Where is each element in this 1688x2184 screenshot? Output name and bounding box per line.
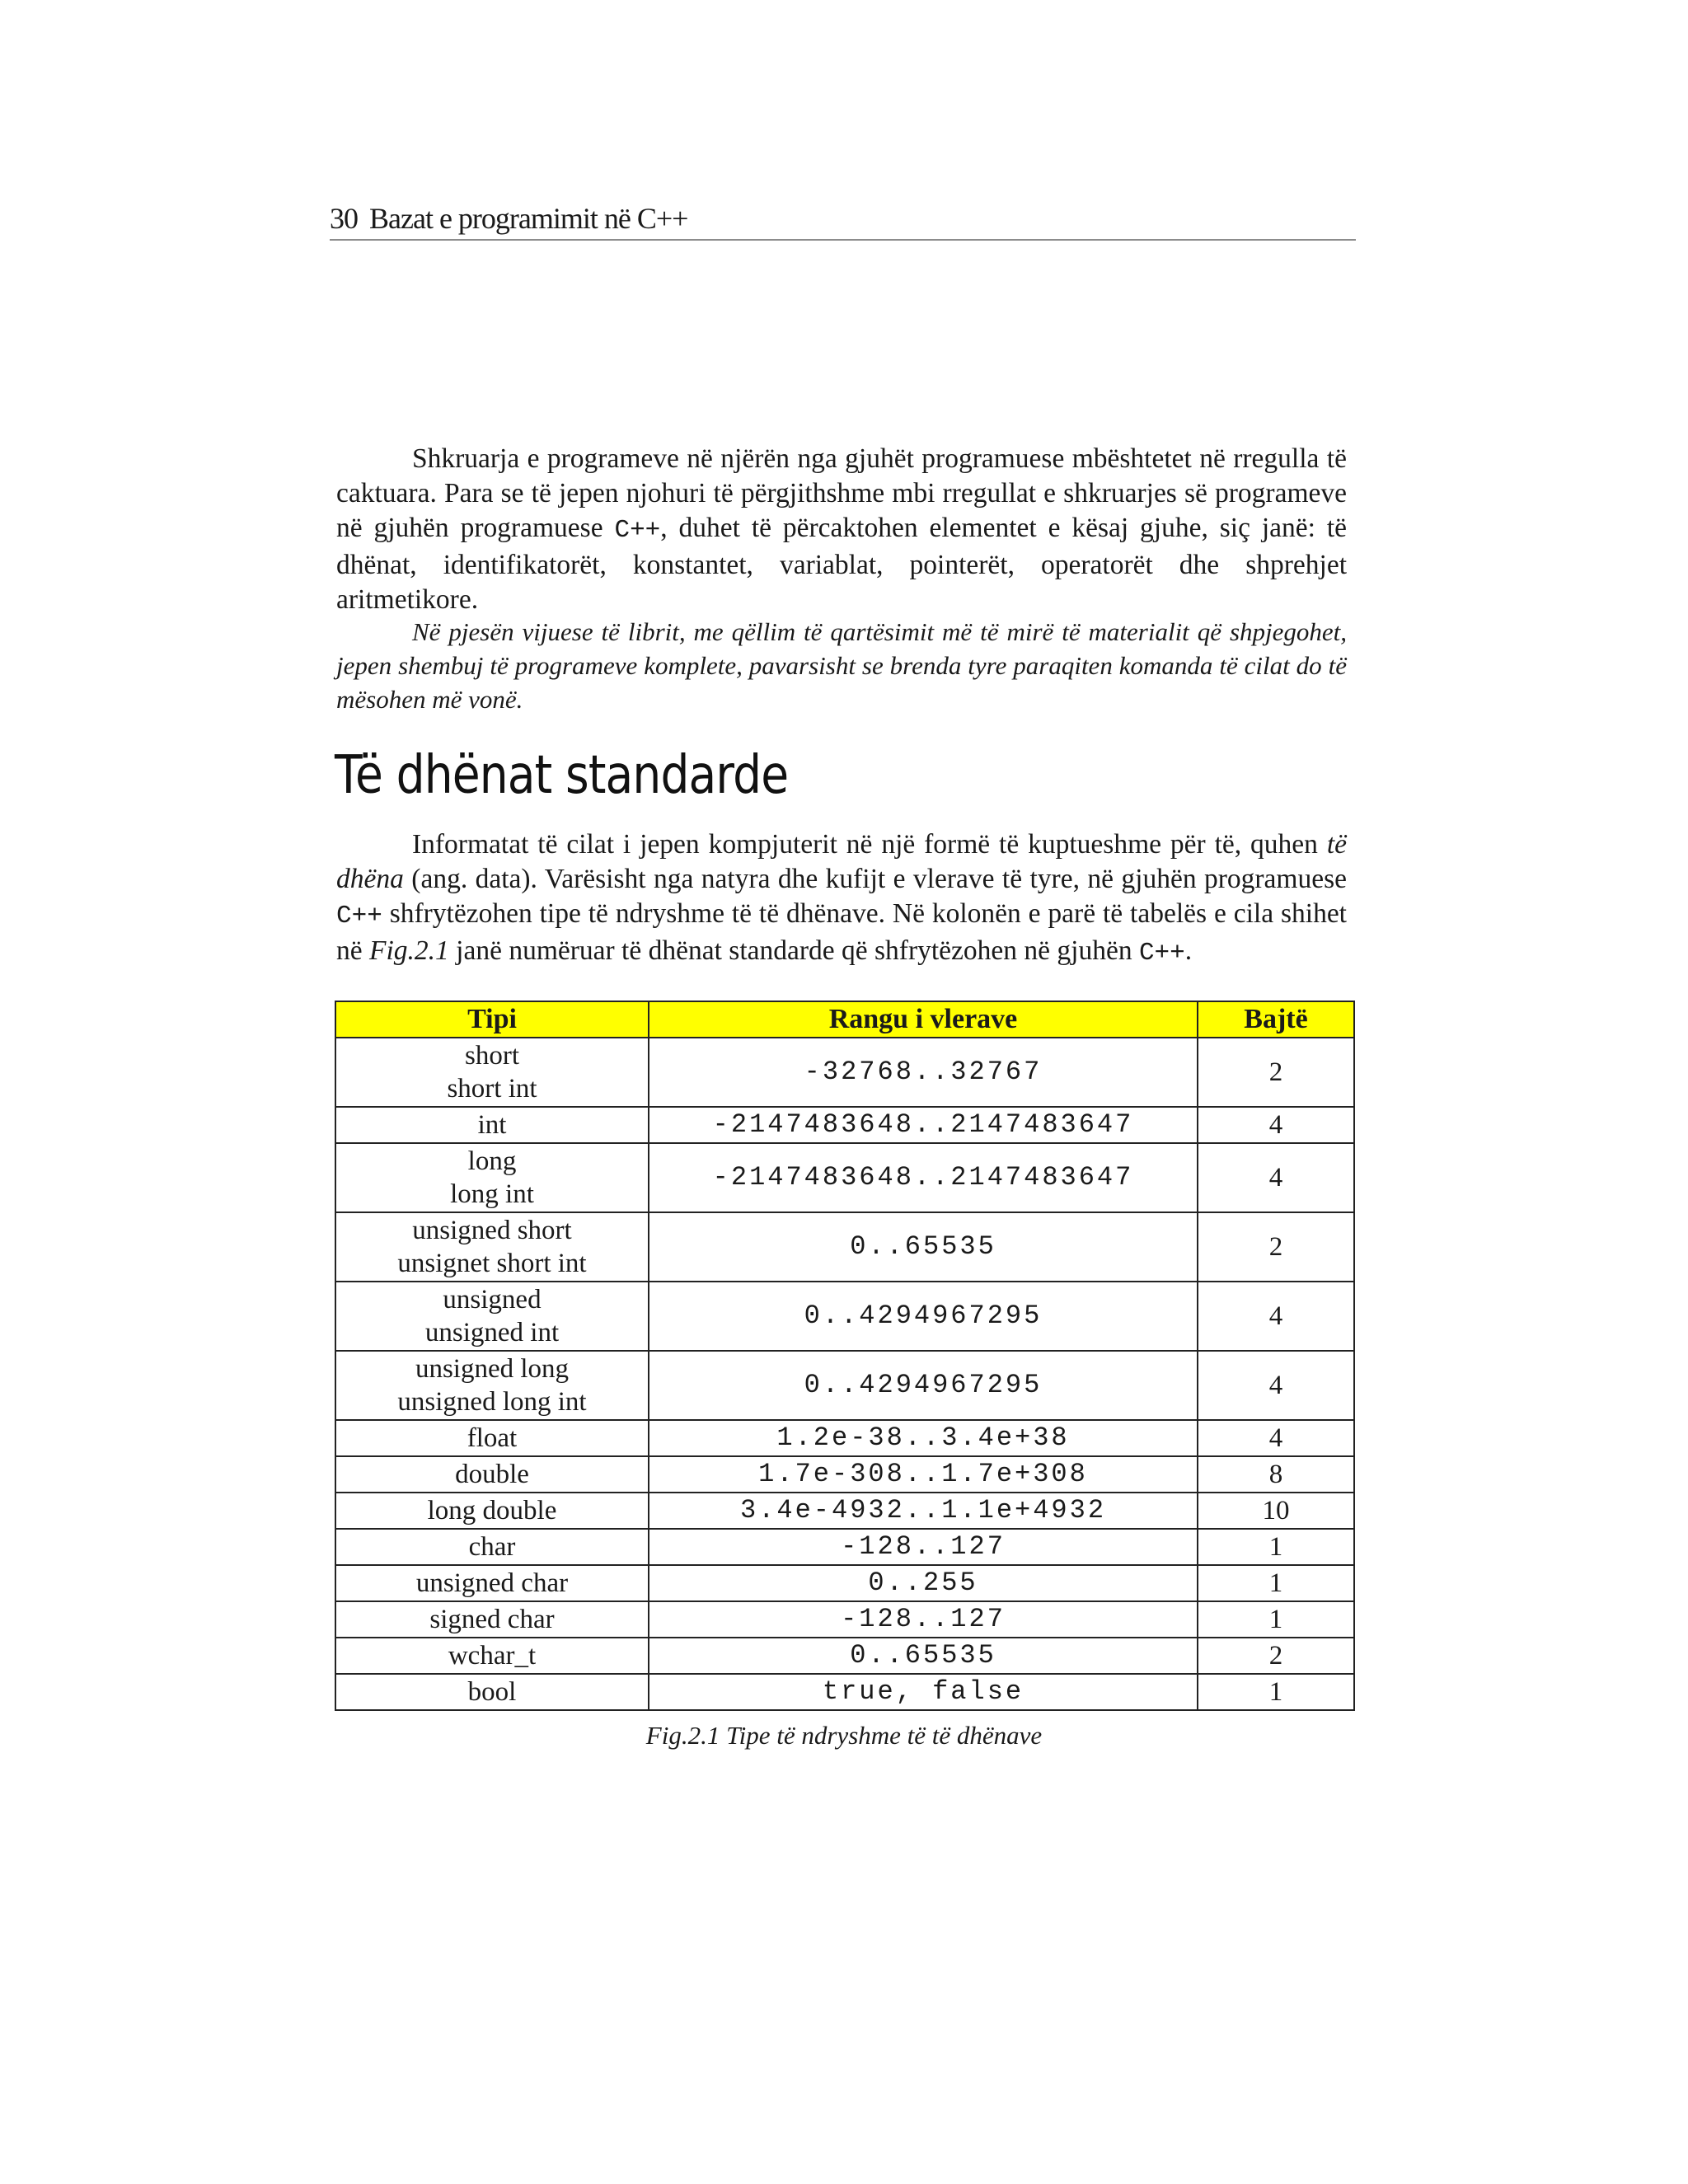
type-cell	[335, 1565, 649, 1601]
range-cell: -2147483648..2147483647	[649, 1107, 1198, 1143]
intro-text-b: , duhet të përcaktohen elementet e kësaj gjuhe, siç janë: të dhënat, identifikatorët, konstantet, variablat, pointerët, operatorët dhe shprehjet aritmetikore.	[336, 513, 1347, 615]
type-name: unsigned	[443, 1285, 542, 1315]
table-row	[335, 1456, 1354, 1493]
figure-reference: Fig.2.1	[369, 935, 449, 966]
bytes-cell: 1	[1198, 1601, 1354, 1638]
bytes-cell: 2	[1198, 1638, 1354, 1674]
table-row	[335, 1282, 1354, 1351]
bytes-cell: 1	[1198, 1565, 1354, 1601]
section-text-c: shfrytëzohen tipe të ndryshme të të dhënave. Në kolonën e parë të tabelës e cila shihet në	[336, 898, 1347, 966]
section-text-e: .	[1184, 935, 1193, 966]
range-cell: 0..65535	[649, 1212, 1198, 1282]
table-row	[335, 1351, 1354, 1420]
table-row	[335, 1212, 1354, 1282]
range-cell: 0..4294967295	[649, 1351, 1198, 1420]
column-header-type: Tipi	[335, 1001, 649, 1038]
type-cell	[335, 1638, 649, 1674]
bytes-cell: 1	[1198, 1529, 1354, 1565]
table-header-row	[335, 1001, 1354, 1038]
section-text-a: Informatat të cilat i jepen kompjuterit në një formë të kuptueshme për të, quhen	[412, 829, 1327, 860]
range-cell: 0..255	[649, 1565, 1198, 1601]
code-cpp: C++	[336, 902, 382, 930]
range-cell: -32768..32767	[649, 1038, 1198, 1107]
range-cell: -2147483648..2147483647	[649, 1143, 1198, 1212]
table-row	[335, 1493, 1354, 1529]
intro-note-text: Në pjesën vijuese të librit, me qëllim të qartësimit më të mirë të materialit që shpjegohet, jepen shembuj të programeve komplete, pavarsisht se brenda tyre paraqiten komanda të cilat do të mësohen më vonë.	[336, 617, 1347, 714]
type-name: int	[477, 1110, 507, 1140]
type-cell	[335, 1601, 649, 1638]
bytes-cell: 2	[1198, 1038, 1354, 1107]
type-name: bool	[467, 1677, 517, 1707]
type-cell	[335, 1282, 649, 1351]
type-name: short	[465, 1041, 519, 1071]
type-cell	[335, 1456, 649, 1493]
page-number: 30	[330, 202, 358, 235]
section-text-b: (ang. data). Varësisht nga natyra dhe kufijt e vlerave të tyre, në gjuhën programuese	[403, 864, 1347, 894]
range-cell: 0..4294967295	[649, 1282, 1198, 1351]
bytes-cell: 4	[1198, 1282, 1354, 1351]
type-name: unsigned int	[424, 1318, 560, 1347]
type-cell	[335, 1493, 649, 1529]
code-cpp: C++	[614, 516, 661, 545]
type-name: char	[468, 1532, 516, 1562]
type-name: long int	[450, 1179, 534, 1209]
table-row	[335, 1674, 1354, 1710]
range-cell: -128..127	[649, 1601, 1198, 1638]
type-name: long double	[427, 1496, 557, 1526]
term-te-dhena: të dhëna	[336, 829, 1347, 894]
bytes-cell: 4	[1198, 1351, 1354, 1420]
type-cell	[335, 1107, 649, 1143]
type-name: signed char	[429, 1605, 555, 1634]
bytes-cell: 4	[1198, 1143, 1354, 1212]
type-name: unsigned short	[412, 1216, 572, 1245]
section-paragraph	[336, 827, 1347, 971]
table-body	[335, 1038, 1354, 1710]
section-text-d: janë numëruar të dhënat standarde që shfrytëzohen në gjuhën	[448, 935, 1139, 966]
bytes-cell: 2	[1198, 1212, 1354, 1282]
data-types-table	[335, 1001, 1355, 1711]
bytes-cell: 1	[1198, 1674, 1354, 1710]
bytes-cell: 4	[1198, 1107, 1354, 1143]
range-cell: 3.4e-4932..1.1e+4932	[649, 1493, 1198, 1529]
bytes-cell: 8	[1198, 1456, 1354, 1493]
range-cell: -128..127	[649, 1529, 1198, 1565]
type-name: long	[467, 1146, 517, 1176]
book-title: Bazat e programimit në C++	[369, 202, 688, 235]
type-name: unsigned char	[415, 1568, 569, 1598]
figure-caption: Fig.2.1 Tipe të ndryshme të të dhënave	[645, 1721, 1043, 1750]
bytes-cell: 10	[1198, 1493, 1354, 1529]
table-row	[335, 1420, 1354, 1456]
type-cell	[335, 1351, 649, 1420]
table-row	[335, 1565, 1354, 1601]
range-cell: true, false	[649, 1674, 1198, 1710]
type-cell	[335, 1038, 649, 1107]
type-name: float	[467, 1423, 518, 1453]
table-row	[335, 1107, 1354, 1143]
range-cell: 1.2e-38..3.4e+38	[649, 1420, 1198, 1456]
type-name: unsigned long	[415, 1354, 570, 1384]
table-row	[335, 1529, 1354, 1565]
type-name: wchar_t	[448, 1641, 537, 1671]
type-name: unsigned long int	[397, 1387, 587, 1417]
intro-note-italic	[336, 615, 1347, 716]
intro-paragraph	[336, 442, 1347, 617]
code-cpp: C++	[1138, 939, 1185, 968]
type-name: short int	[447, 1074, 537, 1104]
table-row	[335, 1638, 1354, 1674]
range-cell: 1.7e-308..1.7e+308	[649, 1456, 1198, 1493]
section-heading: Të dhënat standarde	[335, 745, 789, 806]
column-header-range: Rangu i vlerave	[649, 1001, 1198, 1038]
column-header-bytes: Bajtë	[1198, 1001, 1354, 1038]
intro-text-a: Shkruarja e programeve në njërën nga gjuhët programuese mbështetet në rregulla të caktuara. Para se të jepen njohuri të përgjithshme mbi rregullat e shkruarjes së programeve në gjuhën programuese	[336, 443, 1347, 543]
type-cell	[335, 1212, 649, 1282]
table-row	[335, 1038, 1354, 1107]
type-cell	[335, 1529, 649, 1565]
bytes-cell: 4	[1198, 1420, 1354, 1456]
type-name: double	[455, 1460, 529, 1489]
type-name: unsignet short int	[397, 1249, 587, 1278]
type-cell	[335, 1674, 649, 1710]
running-header	[330, 194, 1356, 241]
type-cell	[335, 1420, 649, 1456]
range-cell: 0..65535	[649, 1638, 1198, 1674]
type-cell	[335, 1143, 649, 1212]
table-row	[335, 1143, 1354, 1212]
table-row	[335, 1601, 1354, 1638]
